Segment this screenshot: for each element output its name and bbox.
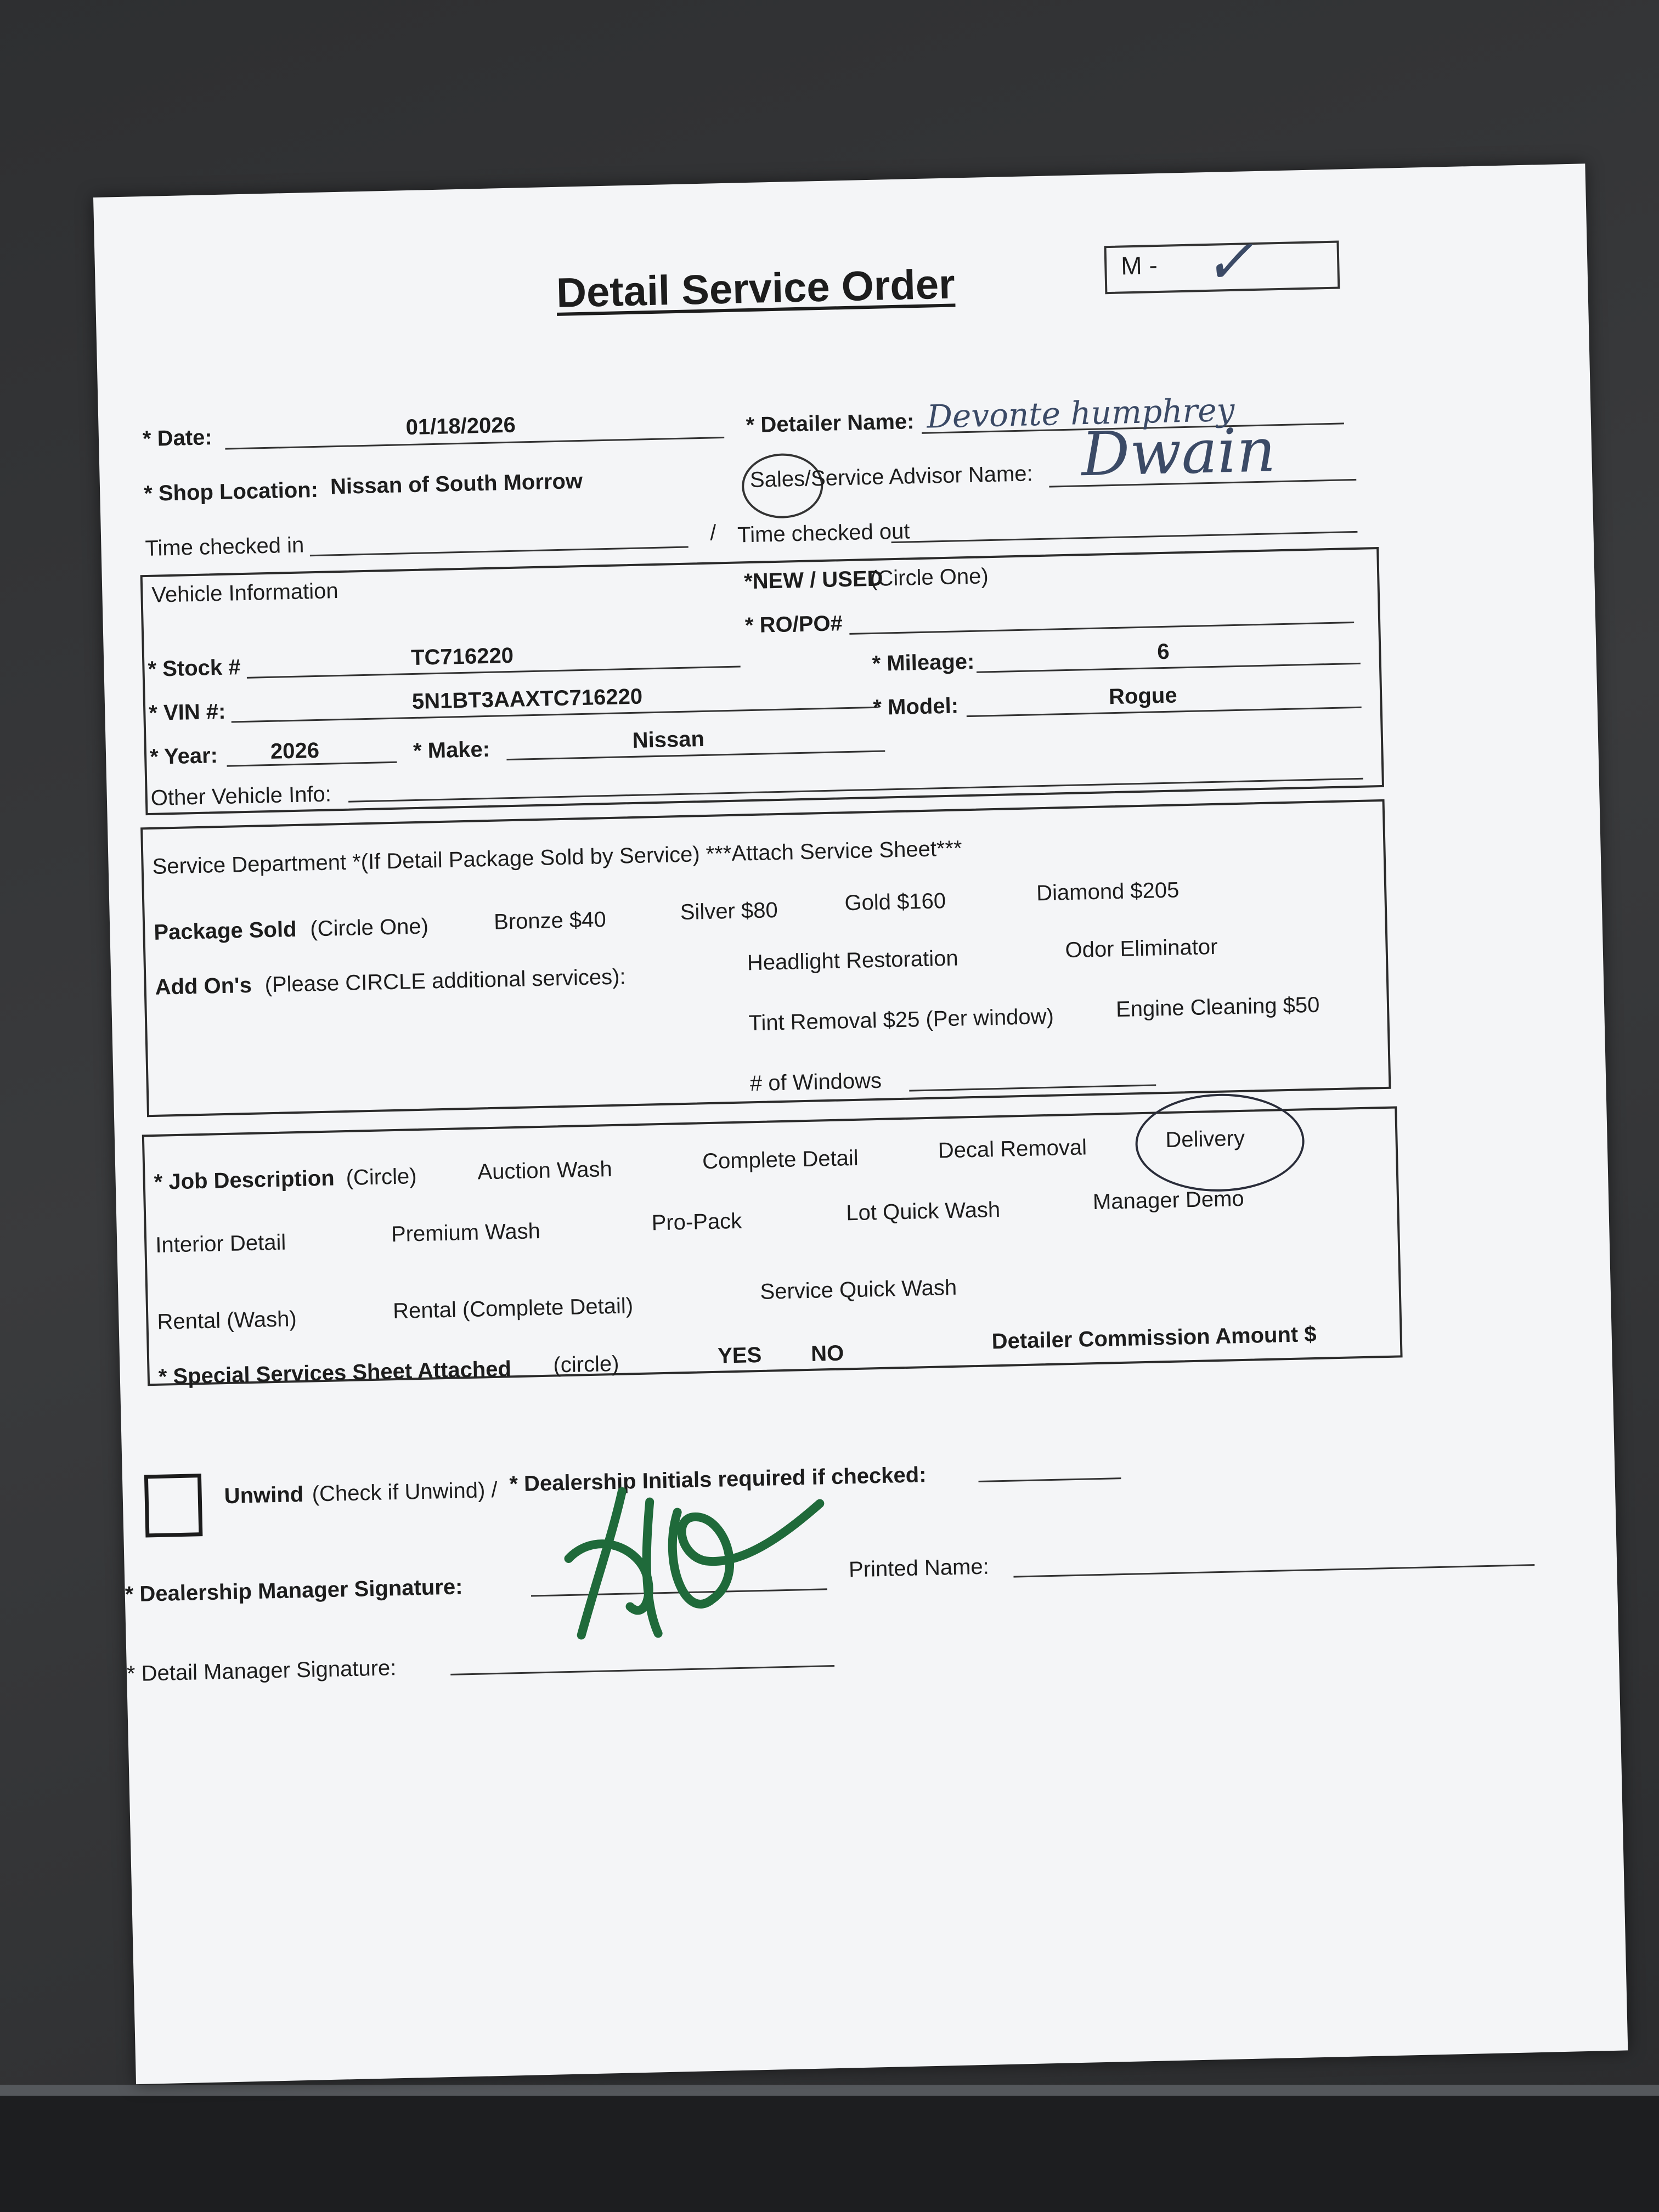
- make-label: * Make:: [413, 737, 490, 764]
- vehicle-info-label: Vehicle Information: [151, 579, 339, 607]
- job-delivery[interactable]: Delivery: [1165, 1126, 1245, 1153]
- package-bronze[interactable]: Bronze $40: [493, 907, 607, 934]
- advisor-handwritten[interactable]: Dwain: [1080, 415, 1277, 490]
- shop-location-label: * Shop Location:: [143, 477, 319, 506]
- initials-line: [978, 1477, 1121, 1482]
- stock-value[interactable]: TC716220: [410, 643, 514, 670]
- year-label: * Year:: [149, 743, 218, 769]
- addon-headlight-restoration[interactable]: Headlight Restoration: [747, 946, 959, 975]
- job-lot-quick-wash[interactable]: Lot Quick Wash: [845, 1197, 1001, 1226]
- special-no[interactable]: NO: [810, 1341, 844, 1366]
- job-pro-pack[interactable]: Pro-Pack: [651, 1209, 742, 1235]
- make-value[interactable]: Nissan: [632, 726, 705, 753]
- dealership-manager-signature: [545, 1465, 834, 1652]
- detail-manager-signature-line: [450, 1665, 834, 1675]
- special-services-hint: (circle): [553, 1351, 619, 1378]
- advisor-label: /Service Advisor Name:: [804, 461, 1034, 491]
- addons-hint: (Please CIRCLE additional services):: [264, 964, 627, 997]
- unwind-hint: (Check if Unwind) /: [312, 1477, 498, 1506]
- date-value[interactable]: 01/18/2026: [405, 413, 516, 440]
- detailer-handwritten[interactable]: Devonte humphrey: [926, 391, 1235, 436]
- time-slash: /: [709, 521, 716, 545]
- time-out-line: [891, 531, 1358, 543]
- model-label: * Model:: [872, 693, 959, 720]
- job-rental-complete-detail[interactable]: Rental (Complete Detail): [392, 1294, 634, 1324]
- date-line: [225, 437, 724, 450]
- job-premium-wash[interactable]: Premium Wash: [391, 1219, 541, 1247]
- package-diamond[interactable]: Diamond $205: [1036, 878, 1180, 906]
- form-title: Detail Service Order: [556, 261, 956, 317]
- addon-engine-cleaning[interactable]: Engine Cleaning $50: [1115, 992, 1320, 1022]
- advisor-label-sales: Sales: [749, 466, 805, 492]
- special-yes[interactable]: YES: [717, 1342, 762, 1368]
- m-box-label: M -: [1120, 251, 1158, 280]
- detailer-label: * Detailer Name:: [746, 409, 915, 438]
- stock-label: * Stock #: [148, 655, 241, 681]
- package-gold[interactable]: Gold $160: [844, 889, 946, 916]
- commission-label: Detailer Commission Amount $: [991, 1322, 1317, 1354]
- date-label: * Date:: [142, 425, 213, 452]
- special-services-label: * Special Services Sheet Attached: [158, 1357, 512, 1389]
- initials-label: * Dealership Initials required if checked:: [509, 1463, 927, 1497]
- detail-manager-signature-label: * Detail Manager Signature:: [126, 1656, 397, 1686]
- job-decal-removal[interactable]: Decal Removal: [938, 1135, 1087, 1163]
- service-dept-label: Service Department *(If Detail Package Sold by Service) ***Attach Service Sheet***: [152, 836, 963, 879]
- shop-location-value[interactable]: Nissan of South Morrow: [330, 469, 583, 499]
- job-description-label: * Job Description: [154, 1166, 335, 1194]
- service-order-sheet: [93, 163, 1628, 2084]
- job-manager-demo[interactable]: Manager Demo: [1092, 1186, 1245, 1215]
- time-in-label: Time checked in: [145, 533, 304, 561]
- job-auction-wash[interactable]: Auction Wash: [477, 1157, 613, 1184]
- package-silver[interactable]: Silver $80: [680, 898, 778, 925]
- job-complete-detail[interactable]: Complete Detail: [702, 1146, 859, 1174]
- time-out-label: Time checked out: [737, 519, 910, 548]
- job-service-quick-wash[interactable]: Service Quick Wash: [760, 1275, 957, 1304]
- job-interior-detail[interactable]: Interior Detail: [155, 1230, 286, 1257]
- unwind-checkbox[interactable]: [144, 1474, 203, 1537]
- model-value[interactable]: Rogue: [1108, 683, 1178, 709]
- package-sold-label: Package Sold: [153, 917, 297, 945]
- vin-value[interactable]: 5N1BT3AAXTC716220: [411, 684, 643, 714]
- mileage-label: * Mileage:: [872, 649, 975, 676]
- job-description-hint: (Circle): [346, 1164, 417, 1190]
- windows-label: # of Windows: [749, 1068, 882, 1096]
- addon-tint-removal[interactable]: Tint Removal $25 (Per window): [748, 1004, 1054, 1036]
- job-rental-wash[interactable]: Rental (Wash): [157, 1307, 297, 1334]
- m-box-checkmark: ✓: [1202, 226, 1255, 298]
- ro-po-label: * RO/PO#: [744, 611, 843, 638]
- unwind-label: Unwind: [224, 1482, 304, 1509]
- year-value[interactable]: 2026: [270, 738, 320, 764]
- table-shadow: [0, 2096, 1659, 2212]
- addons-label: Add On's: [155, 973, 252, 1000]
- other-vehicle-info-label: Other Vehicle Info:: [150, 782, 332, 810]
- dealership-manager-signature-label: * Dealership Manager Signature:: [125, 1575, 463, 1607]
- mileage-value[interactable]: 6: [1156, 639, 1170, 664]
- printed-name-label: Printed Name:: [848, 1554, 990, 1582]
- time-in-line: [310, 546, 689, 557]
- new-used-label: *NEW / USED: [743, 566, 883, 594]
- vin-label: * VIN #:: [148, 699, 226, 725]
- addon-odor-eliminator[interactable]: Odor Eliminator: [1065, 934, 1218, 963]
- printed-name-line: [1013, 1564, 1534, 1578]
- package-sold-hint: (Circle One): [309, 914, 429, 941]
- new-used-hint: (Circle One): [870, 564, 989, 591]
